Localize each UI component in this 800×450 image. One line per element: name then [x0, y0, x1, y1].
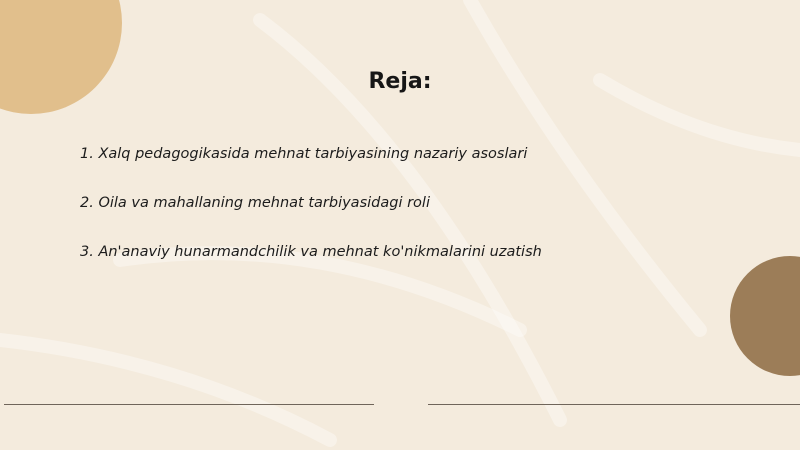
divider-line-right — [428, 404, 800, 405]
slide-title: Reja: — [368, 69, 432, 94]
plan-item-1: 1. Xalq pedagogikasida mehnat tarbiyasining nazariy asoslari — [80, 146, 528, 162]
plan-list — [80, 142, 542, 289]
plan-item-2: 2. Oila va mahallaning mehnat tarbiyasidagi roli — [80, 195, 430, 211]
plan-item-3: 3. An'anaviy hunarmandchilik va mehnat ko'nikmalarini uzatish — [80, 244, 542, 260]
divider-line-left — [4, 404, 374, 405]
